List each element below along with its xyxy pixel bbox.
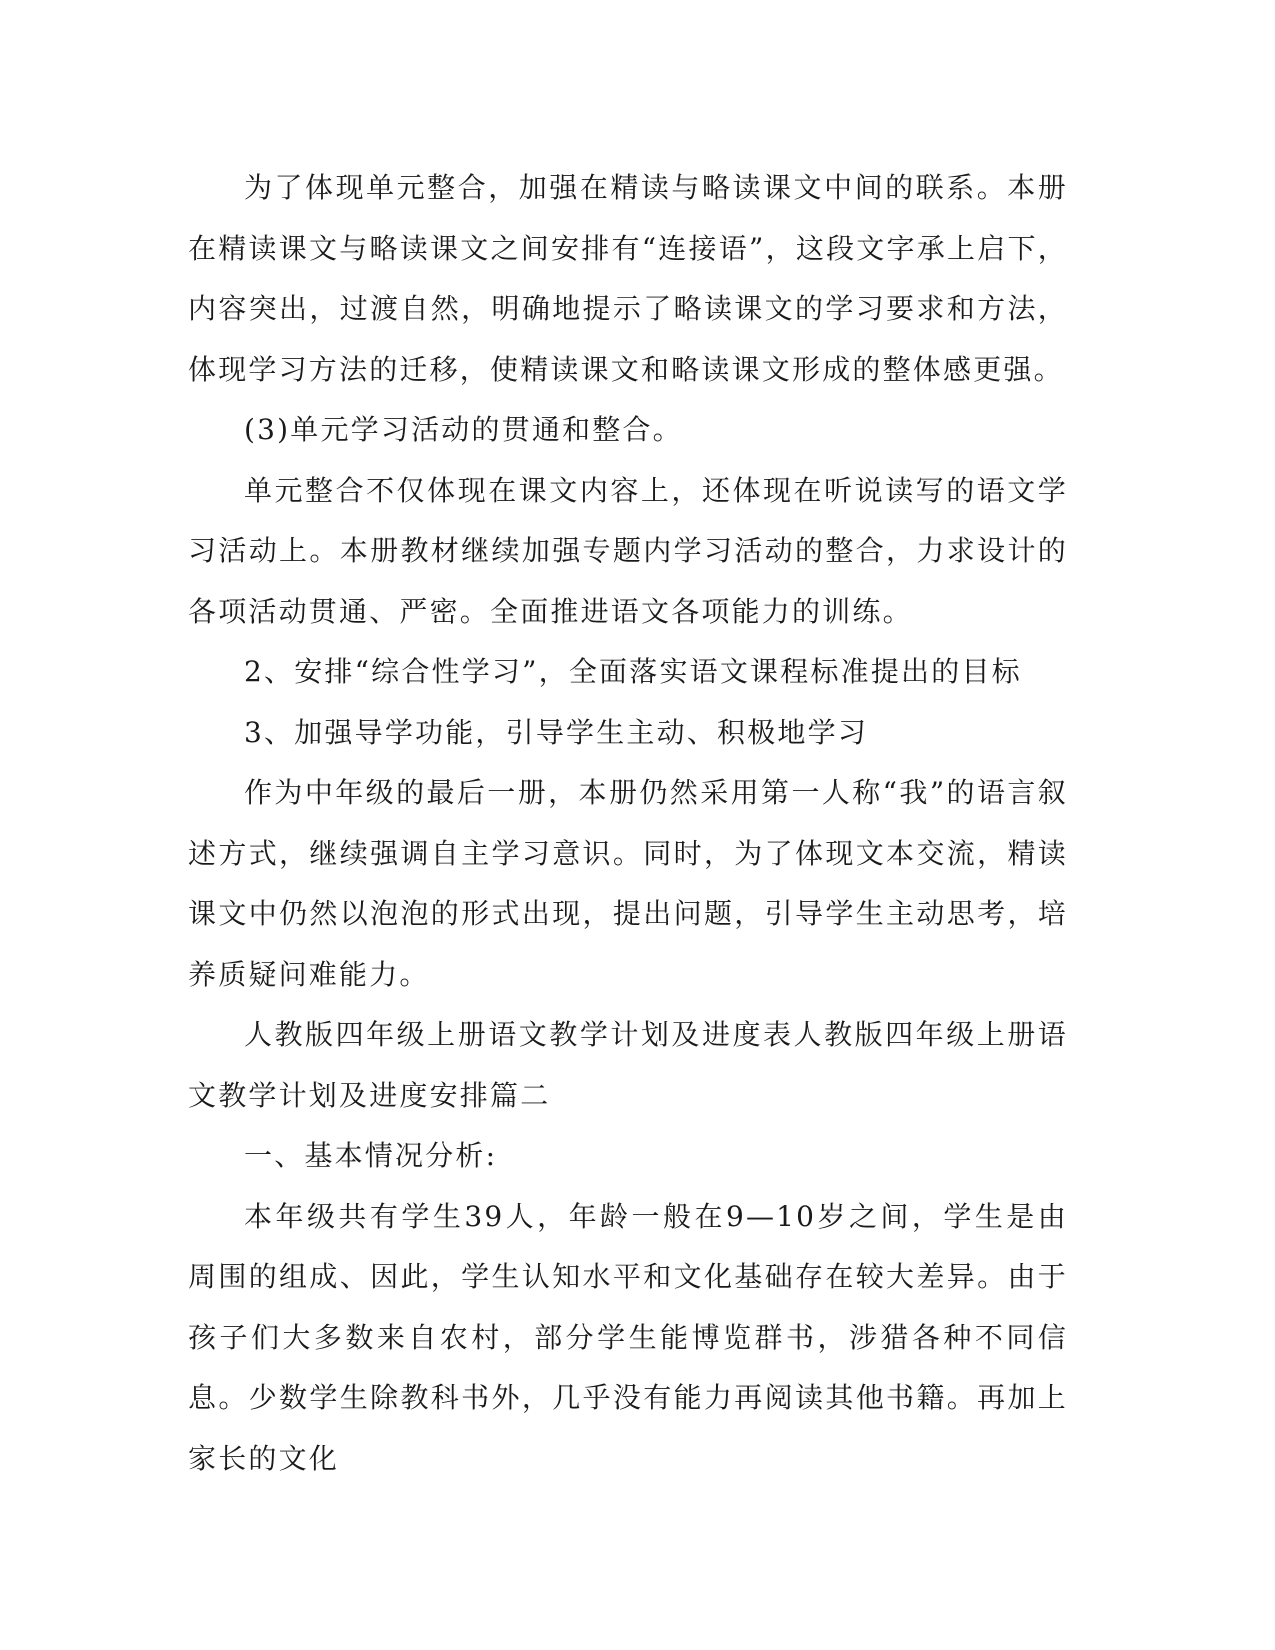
paragraph-comprehensive-learning: 2、安排“综合性学习”，全面落实语文课程标准提出的目标	[244, 655, 1022, 688]
paragraph-plan-title: 人教版四年级上册语文教学计划及进度表人教版四年级上册语文教学计划及进度安排篇二	[188, 1018, 1068, 1112]
paragraph-guided-learning: 3、加强导学功能，引导学生主动、积极地学习	[244, 715, 869, 749]
document-body	[188, 158, 1068, 1489]
paragraph-section-heading-analysis: 一、基本情况分析:	[244, 1139, 498, 1172]
paragraph-first-person-narration: 作为中年级的最后一册，本册仍然采用第一人称“我”的语言叙述方式，继续强调自主学习意识。同时，为了体现文本交流，精读课文中仍然以泡泡的形式出现，提出问题，引导学生主动思考，培养质疑问难能力。	[188, 776, 1068, 991]
paragraph-unit-integration-linking-text: 为了体现单元整合，加强在精读与略读课文中间的联系。本册在精读课文与略读课文之间安排有“连接语”，这段文字承上启下，内容突出，过渡自然，明确地提示了略读课文的学习要求和方法，体现学习方法的迁移，使精读课文和略读课文形成的整体感更强。	[188, 171, 1068, 386]
paragraph-student-situation: 本年级共有学生39人，年龄一般在9—10岁之间，学生是由周围的组成、因此，学生认知水平和文化基础存在较大差异。由于孩子们大多数来自农村，部分学生能博览群书，涉猎各种不同信息。少数学生除教科书外，几乎没有能力再阅读其他书籍。再加上家长的文化	[188, 1199, 1068, 1475]
paragraph-unit-activity-integration: 单元整合不仅体现在课文内容上，还体现在听说读写的语文学习活动上。本册教材继续加强专题内学习活动的整合，力求设计的各项活动贯通、严密。全面推进语文各项能力的训练。	[188, 473, 1068, 628]
paragraph-unit-activity-heading: (3)单元学习活动的贯通和整合。	[244, 413, 683, 446]
